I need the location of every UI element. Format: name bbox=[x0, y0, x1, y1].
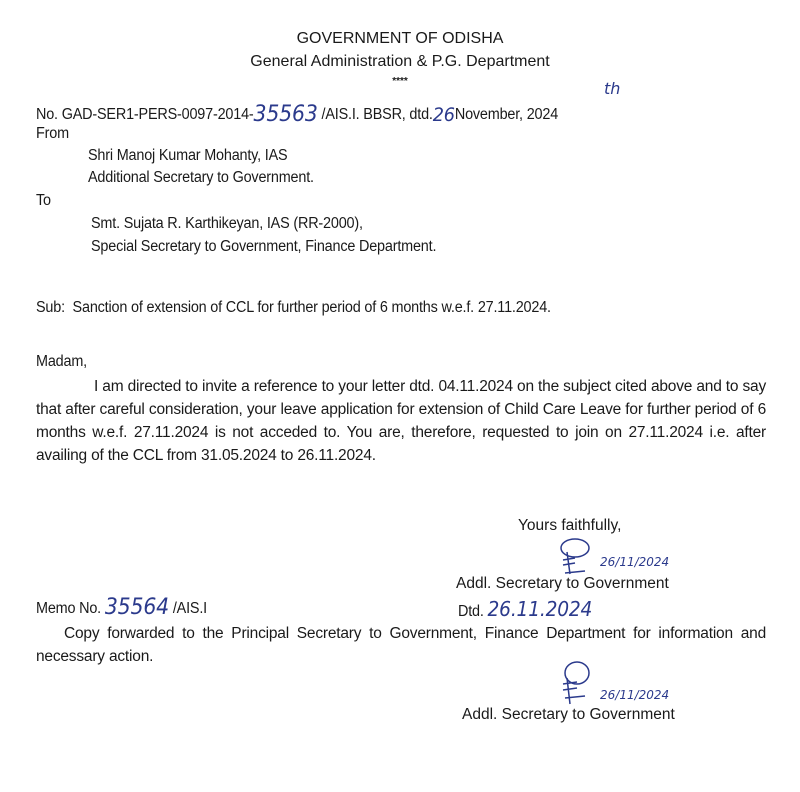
signature-2-date-handwritten: 26/11/2024 bbox=[600, 688, 670, 702]
signature-1-date-handwritten: 26/11/2024 bbox=[600, 555, 670, 569]
memo-date-label: Dtd. bbox=[458, 603, 484, 620]
to-label: To bbox=[36, 192, 51, 209]
subject-label: Sub: bbox=[36, 299, 65, 316]
copy-paragraph bbox=[36, 622, 766, 668]
reference-day-handwritten: 26 bbox=[432, 104, 455, 126]
signature-scribble-icon bbox=[545, 538, 605, 578]
reference-line bbox=[36, 100, 558, 125]
memo-line bbox=[36, 594, 207, 619]
memo-suffix: /AIS.I bbox=[172, 600, 207, 617]
reference-month-year: November, 2024 bbox=[454, 106, 559, 123]
reference-number-handwritten: 35563 bbox=[253, 102, 318, 127]
subject-text: Sanction of extension of CCL for further period of 6 months w.e.f. 27.11.2024. bbox=[72, 299, 551, 316]
from-designation: Additional Secretary to Government. bbox=[88, 169, 314, 186]
from-label: From bbox=[36, 125, 69, 142]
body-paragraph-text: I am directed to invite a reference to your letter dtd. 04.11.2024 on the subject cited above and to say that after careful consideration, your leave application for extension of Child Care Leave for further period of 6 months w.e.f. 27.11.2024 is not acceded to. You are, therefore, requested to join on 27.11.2024 i.e. after availing of the CCL from 31.05.2024 to 26.11.2024. bbox=[36, 378, 766, 464]
to-name: Smt. Sujata R. Karthikeyan, IAS (RR-2000), bbox=[91, 215, 363, 232]
to-designation: Special Secretary to Government, Finance Department. bbox=[91, 238, 437, 255]
copy-text: Copy forwarded to the Principal Secretary to Government, Finance Department for information and necessary action. bbox=[36, 625, 766, 665]
reference-prefix: No. GAD-SER1-PERS-0097-2014- bbox=[36, 106, 254, 123]
reference-day-suffix-handwritten: th bbox=[604, 79, 621, 98]
reference-suffix: /AIS.I. BBSR, dtd. bbox=[321, 106, 433, 123]
signature-2 bbox=[555, 662, 615, 711]
body-paragraph bbox=[36, 375, 766, 467]
header-separator: **** bbox=[392, 76, 408, 87]
signatory-designation: Addl. Secretary to Government bbox=[456, 575, 669, 592]
government-title: GOVERNMENT OF ODISHA bbox=[296, 30, 504, 47]
subject-line bbox=[36, 299, 551, 317]
memo-date-handwritten: 26.11.2024 bbox=[487, 597, 593, 621]
memo-label: Memo No. bbox=[36, 600, 102, 617]
memo-signatory-designation: Addl. Secretary to Government bbox=[462, 706, 675, 723]
salutation: Madam, bbox=[36, 353, 87, 370]
department-title: General Administration & P.G. Department bbox=[250, 53, 550, 70]
memo-number-handwritten: 35564 bbox=[104, 595, 170, 620]
memo-date-line bbox=[458, 597, 592, 621]
from-name: Shri Manoj Kumar Mohanty, IAS bbox=[88, 147, 288, 164]
yours-faithfully: Yours faithfully, bbox=[518, 517, 622, 534]
